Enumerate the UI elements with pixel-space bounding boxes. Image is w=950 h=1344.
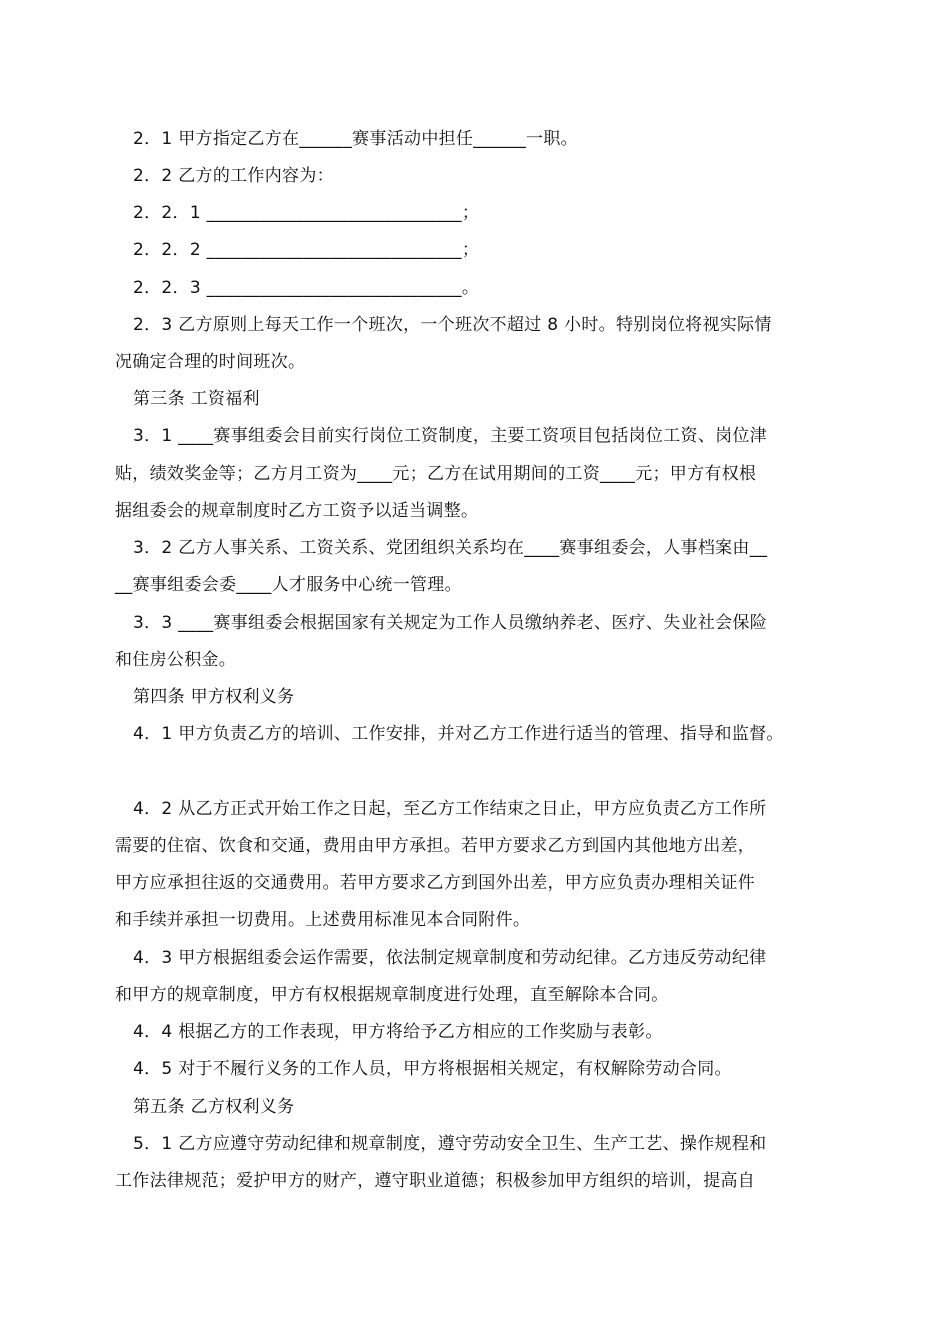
clause-3-3: 3．3 ____赛事组委会根据国家有关规定为工作人员缴纳养老、医疗、失业社会保险 bbox=[133, 613, 768, 633]
clause-4-1: 4．1 甲方负责乙方的培训、工作安排，并对乙方工作进行适当的管理、指导和监督。 bbox=[133, 724, 784, 744]
clause-4-3-cont: 和甲方的规章制度，甲方有权根据规章制度进行处理，直至解除本合同。 bbox=[115, 985, 669, 1005]
clause-4-3: 4．3 甲方根据组委会运作需要，依法制定规章制度和劳动纪律。乙方违反劳动纪律 bbox=[133, 948, 767, 968]
clause-4-2-cont-1: 需要的住宿、饮食和交通，费用由甲方承担。若甲方要求乙方到国内其他地方出差， bbox=[115, 836, 756, 856]
article-5-heading: 第五条 乙方权利义务 bbox=[133, 1097, 295, 1117]
clause-2-2-2: 2．2．2 _____________________________； bbox=[133, 240, 480, 260]
article-3-heading: 第三条 工资福利 bbox=[133, 389, 260, 409]
clause-3-2: 3．2 乙方人事关系、工资关系、党团组织关系均在____赛事组委会，人事档案由__ bbox=[133, 538, 768, 558]
clause-3-3-cont: 和住房公积金。 bbox=[115, 650, 237, 670]
clause-3-1-cont-2: 据组委会的规章制度时乙方工资予以适当调整。 bbox=[115, 501, 479, 521]
clause-3-1: 3．1 ____赛事组委会目前实行岗位工资制度，主要工资项目包括岗位工资、岗位津 bbox=[133, 426, 768, 446]
clause-3-2-cont: __赛事组委会委____人才服务中心统一管理。 bbox=[115, 575, 462, 595]
clause-4-4: 4．4 根据乙方的工作表现，甲方将给予乙方相应的工作奖励与表彰。 bbox=[133, 1022, 663, 1042]
clause-2-1: 2．1 甲方指定乙方在______赛事活动中担任______一职。 bbox=[133, 129, 578, 149]
clause-4-2: 4．2 从乙方正式开始工作之日起，至乙方工作结束之日止，甲方应负责乙方工作所 bbox=[133, 799, 767, 819]
clause-2-2-1: 2．2．1 _____________________________； bbox=[133, 203, 480, 223]
clause-5-1-cont: 工作法律规范；爱护甲方的财产，遵守职业道德；积极参加甲方组织的培训，提高自 bbox=[115, 1171, 756, 1191]
clause-2-2: 2．2 乙方的工作内容为： bbox=[133, 166, 334, 186]
clause-5-1: 5．1 乙方应遵守劳动纪律和规章制度，遵守劳动安全卫生、生产工艺、操作规程和 bbox=[133, 1134, 767, 1154]
clause-4-2-cont-3: 和手续并承担一切费用。上述费用标准见本合同附件。 bbox=[115, 910, 531, 930]
clause-3-1-cont-1: 贴，绩效奖金等；乙方月工资为____元；乙方在试用期间的工资____元；甲方有权根 bbox=[115, 464, 757, 484]
clause-4-5: 4．5 对于不履行义务的工作人员，甲方将根据相关规定，有权解除劳动合同。 bbox=[133, 1059, 732, 1079]
clause-2-3: 2．3 乙方原则上每天工作一个班次，一个班次不超过 8 小时。特别岗位将视实际情 bbox=[133, 315, 772, 335]
clause-2-3-cont: 况确定合理的时间班次。 bbox=[115, 352, 306, 372]
clause-2-2-3: 2．2．3 _____________________________。 bbox=[133, 278, 480, 298]
article-4-heading: 第四条 甲方权利义务 bbox=[133, 687, 295, 707]
clause-4-2-cont-2: 甲方应承担往返的交通费用。若甲方要求乙方到国外出差，甲方应负责办理相关证件 bbox=[115, 873, 756, 893]
